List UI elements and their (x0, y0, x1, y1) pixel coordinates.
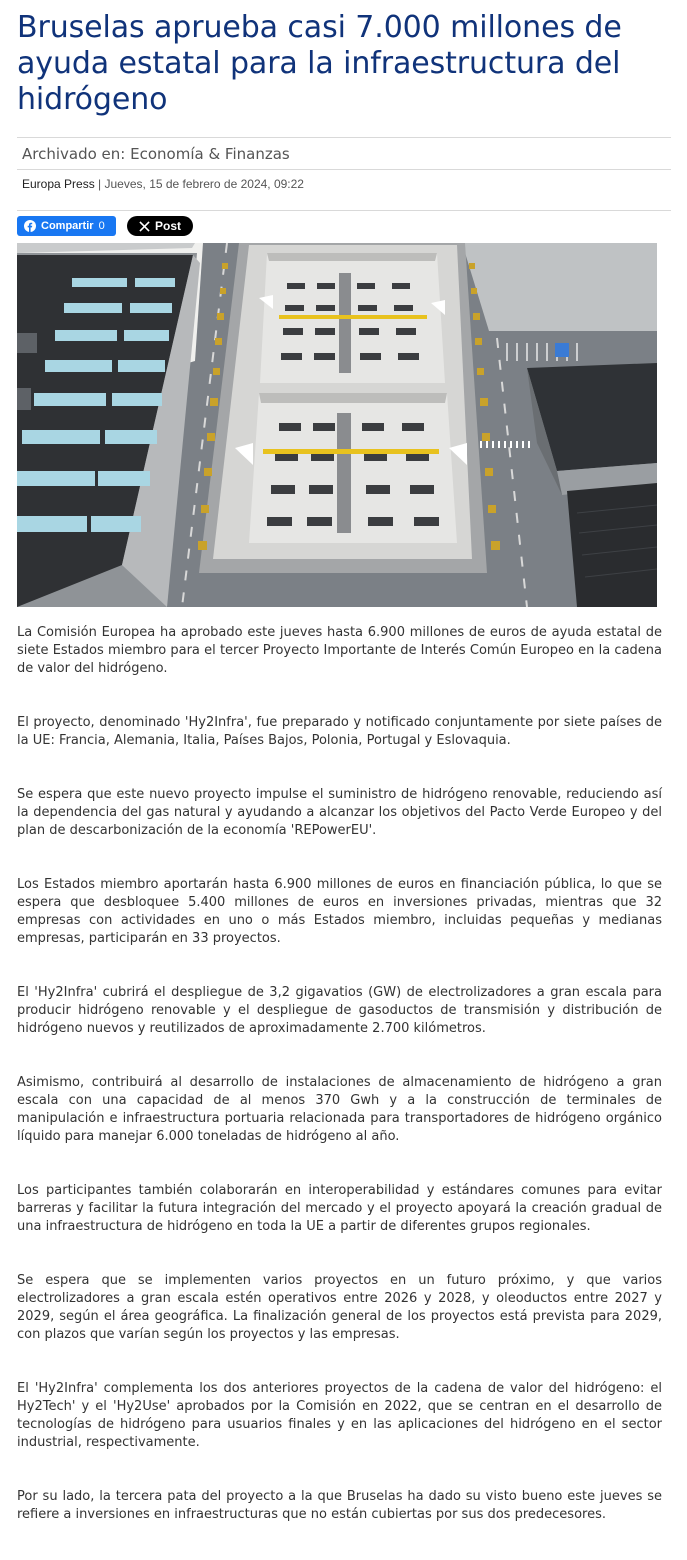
article-body (17, 624, 662, 1560)
facebook-share-count: 0 (98, 220, 105, 232)
category-prefix: Archivado en: (22, 145, 126, 163)
category-line (22, 145, 290, 163)
divider (17, 137, 671, 138)
x-post-label: Post (154, 219, 181, 233)
article-paragraph: Por su lado, la tercera pata del proyecto a la que Bruselas ha dado su visto bueno este jueves se refiere a inversiones en infraestructuras que no están cubiertas por sus dos predecesores. (17, 1489, 662, 1522)
article-paragraph: Los participantes también colaborarán en interoperabilidad y estándares comunes para evitar barreras y facilitar la futura integración del mercado y el proyecto apoyará la creación gradual de una infraestructura de hidrógeno en toda la UE a partir de diferentes grupos regionales. (17, 1183, 662, 1234)
x-logo-icon (139, 221, 150, 232)
article-paragraph: Se espera que se implementen varios proyectos en un futuro próximo, y que varios electrolizadores a gran escala estén operativos entre 2026 y 2028, y oleoductos entre 2027 y 2029, según el área geográfica. La finalización general de los proyectos está prevista para 2029, con plazos que varían según los proyectos y las empresas. (17, 1273, 662, 1342)
byline: Europa Press | Jueves, 15 de febrero de 2024, 09:22 (22, 177, 304, 191)
hero-image (17, 243, 657, 607)
publish-date: Jueves, 15 de febrero de 2024, 09:22 (104, 177, 304, 191)
divider (17, 210, 671, 211)
article-title: Bruselas aprueba casi 7.000 millones de ayuda estatal para la infraestructura del hidrógeno (17, 10, 622, 117)
facebook-share-label: Compartir (41, 220, 94, 232)
hydrogen-plant-illustration (17, 243, 657, 607)
article-paragraph: El 'Hy2Infra' cubrirá el despliegue de 3,2 gigavatios (GW) de electrolizadores a gran escala para producir hidrógeno renovable y el despliegue de gasoductos de transmisión y distribución de hidrógeno nuevos y reutilizados de aproximadamente 2.700 kilómetros. (17, 985, 662, 1036)
article-paragraph: Asimismo, contribuirá al desarrollo de instalaciones de almacenamiento de hidrógeno a gran escala con una capacidad de al menos 370 Gwh y a la construcción de terminales de manipulación e infraestructura portuaria relacionada para transportadores de hidrógeno orgánico líquido para manejar 6.000 toneladas de hidrógeno al año. (17, 1075, 662, 1144)
divider (17, 169, 671, 170)
article-paragraph: Los Estados miembro aportarán hasta 6.900 millones de euros en financiación pública, lo que se espera que desbloquee 5.400 millones de euros en inversiones privadas, mientras que 32 empresas con actividades en uno o más Estados miembro, incluidas pequeñas y medianas empresas, participarán en 33 proyectos. (17, 877, 662, 946)
article-paragraph: Se espera que este nuevo proyecto impulse el suministro de hidrógeno renovable, reduciendo así la dependencia del gas natural y ayudando a alcanzar los objetivos del Pacto Verde Europeo y del plan de descarbonización de la economía 'REPowerEU'. (17, 787, 662, 838)
facebook-icon (24, 220, 36, 232)
source-name: Europa Press (22, 177, 95, 191)
facebook-share-button[interactable] (17, 216, 116, 236)
x-post-button[interactable] (127, 216, 193, 236)
category-link[interactable]: Economía & Finanzas (130, 145, 290, 163)
article-paragraph: La Comisión Europea ha aprobado este jueves hasta 6.900 millones de euros de ayuda estatal de siete Estados miembro para el tercer Proyecto Importante de Interés Común Europeo en la cadena de valor del hidrógeno. (17, 625, 662, 676)
article-paragraph: El proyecto, denominado 'Hy2Infra', fue preparado y notificado conjuntamente por siete países de la UE: Francia, Alemania, Italia, Países Bajos, Polonia, Portugal y Eslovaquia. (17, 715, 662, 748)
article-paragraph: El 'Hy2Infra' complementa los dos anteriores proyectos de la cadena de valor del hidrógeno: el Hy2Tech' y el 'Hy2Use' aprobados por la Comisión en 2022, que se centran en el desarrollo de tecnologías de hidrógeno para usuarios finales y en las aplicaciones del hidrógeno en el sector industrial, respectivamente. (17, 1381, 662, 1450)
